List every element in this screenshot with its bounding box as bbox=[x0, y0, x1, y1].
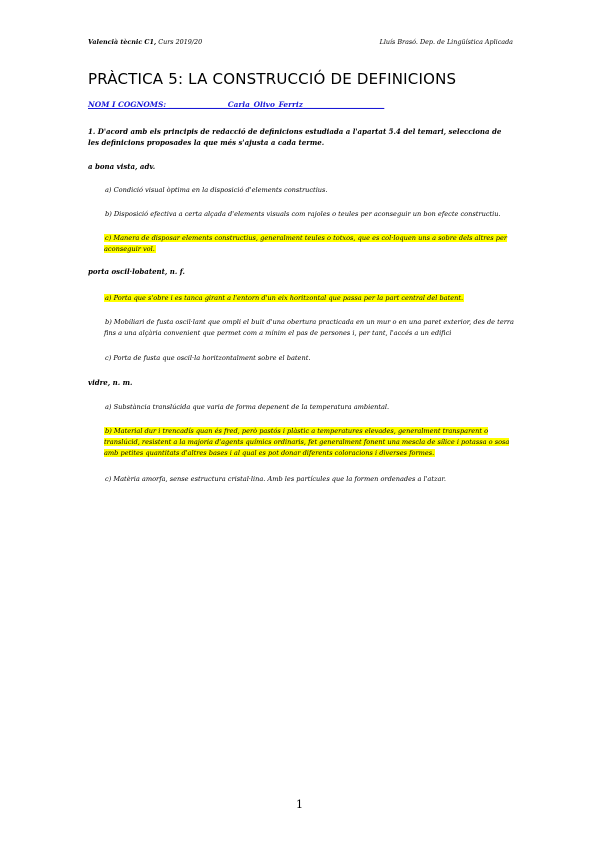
term-heading: a bona vista, adv. bbox=[88, 162, 156, 171]
page-number: 1 bbox=[296, 798, 303, 811]
definition-option-selected bbox=[104, 233, 514, 255]
option-text: a) Substància translúcida que varia de forma depenent de la temperatura ambiental. bbox=[105, 403, 390, 411]
student-name-line: NOM I COGNOMS: ________________Carla_Olivo_Ferriz______________________ bbox=[88, 100, 385, 109]
option-text: b) Mobiliari de fusta oscil·lant que ompli el buit d'una obertura practicada en un mur o en una paret exterior, des de terra fins a una alçària convenient que permet com a mínim el pas de persones i, per tant, l'accés a un edifici bbox=[104, 318, 514, 337]
option-text: c) Manera de disposar elements constructius, generalment teules o totxos, que es col·loquen uns a sobre dels altres per aconseguir vol. bbox=[104, 234, 508, 253]
header-author: Lluís Brasó. Dep. de Lingüística Aplicada bbox=[379, 38, 513, 46]
definition-option bbox=[104, 402, 514, 413]
option-text: a) Porta que s'obre i es tanca girant a l'entorn d'un eix horitzontal que passa per la part central del batent. bbox=[105, 294, 464, 302]
term-heading: porta oscil·lobatent, n. f. bbox=[88, 267, 185, 276]
option-text: c) Matèria amorfa, sense estructura cristal·lina. Amb les partícules que la formen ordenades a l'atzar. bbox=[105, 475, 446, 483]
header-course-year: Curs 2019/20 bbox=[156, 38, 203, 46]
exercise-instructions: 1. D'acord amb els principis de redacció de definicions estudiada a l'apartat 5.4 del temari, selecciona de les definicions proposades la que més s'ajusta a cada terme. bbox=[88, 127, 502, 147]
definition-option-selected bbox=[104, 293, 514, 304]
header-course bbox=[88, 38, 202, 46]
definition-option bbox=[104, 209, 514, 220]
header-course-bold: Valencià tècnic C1, bbox=[88, 38, 157, 46]
option-text: b) Material dur i trencadís quan és fred, però pastós i plàstic a temperatures elevades, generalment transparent o translúcid, resistent a la majoria d'agents químics ordinaris, fet generalment fonent una mescla de sílice i potassa o sosa amb petites quantitats d'altres bases i al qual es pot donar diferents coloracions i diverses formes. bbox=[104, 427, 510, 457]
definition-option bbox=[104, 185, 514, 196]
definition-option bbox=[104, 317, 514, 339]
definition-option-selected bbox=[104, 426, 514, 459]
definition-option bbox=[104, 353, 514, 364]
page-title: PRÀCTICA 5: LA CONSTRUCCIÓ DE DEFINICIONS bbox=[88, 70, 457, 88]
option-text: b) Disposició efectiva a certa alçada d'elements visuals com rajoles o teules per aconseguir un bon efecte constructiu. bbox=[105, 210, 501, 218]
option-text: c) Porta de fusta que oscil·la horitzontalment sobre el batent. bbox=[105, 354, 311, 362]
option-text: a) Condició visual òptima en la disposició d'elements constructius. bbox=[105, 186, 328, 194]
term-heading: vidre, n. m. bbox=[88, 378, 133, 387]
definition-option bbox=[104, 474, 514, 485]
